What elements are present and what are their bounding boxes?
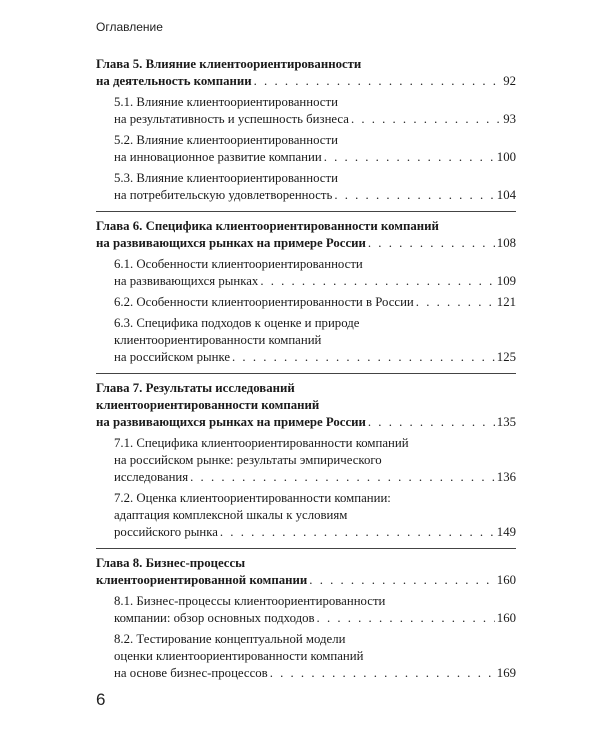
section-title-line: 6.1. Особенности клиентоориентированности <box>114 257 363 271</box>
section-title-line: клиентоориентированности компаний <box>114 333 322 347</box>
chapter-block <box>96 548 516 682</box>
section-title-line: 5.3. Влияние клиентоориентированности <box>114 171 338 185</box>
section-title-text: 6.2. Особенности клиентоориентированности в России <box>114 295 414 309</box>
section-title-page-number: 104 <box>496 188 516 202</box>
section-title-line: адаптация комплексной шкалы к условиям <box>114 508 348 522</box>
dot-leader <box>416 294 495 311</box>
section-entry[interactable] <box>96 94 516 128</box>
section-title-page-number: 169 <box>496 666 516 680</box>
chapter-title-line <box>96 73 516 90</box>
section-title-page-number: 136 <box>496 470 516 484</box>
chapter-heading[interactable] <box>96 218 516 252</box>
dot-leader <box>334 187 494 204</box>
section-title-text: исследования <box>114 470 189 484</box>
chapter-title-text: на развивающихся рынках на примере России <box>96 415 366 429</box>
section-title-line: 5.1. Влияние клиентоориентированности <box>114 95 338 109</box>
section-title-page-number: 109 <box>496 274 516 288</box>
section-title-page-number: 121 <box>496 295 516 309</box>
section-title-page-number: 149 <box>496 525 516 539</box>
section-title-line: 7.1. Специфика клиентоориентированности компаний <box>114 436 409 450</box>
section-title-line <box>114 273 516 290</box>
chapter-block <box>96 56 516 204</box>
dot-leader <box>351 111 501 128</box>
chapter-title-line: Глава 5. Влияние клиентоориентированности <box>96 57 362 71</box>
chapter-block <box>96 373 516 541</box>
chapter-title-page-number: 108 <box>496 236 516 250</box>
section-title-text: на потребительскую удовлетворенность <box>114 188 333 202</box>
section-title-line <box>114 349 516 366</box>
chapter-title-line <box>96 414 516 431</box>
section-title-page-number: 125 <box>496 350 516 364</box>
chapter-title-line: Глава 8. Бизнес-процессы <box>96 556 246 570</box>
chapter-title-page-number: 92 <box>503 74 516 88</box>
dot-leader <box>254 73 502 90</box>
section-title-line: 8.1. Бизнес-процессы клиентоориентированности <box>114 594 386 608</box>
dot-leader <box>368 414 495 431</box>
section-title-page-number: 160 <box>496 611 516 625</box>
dot-leader <box>190 469 495 486</box>
section-title-page-number: 93 <box>503 112 516 126</box>
chapter-title-line: Глава 7. Результаты исследований <box>96 381 295 395</box>
chapter-title-line: клиентоориентированности компаний <box>96 398 320 412</box>
dot-leader <box>232 349 495 366</box>
dot-leader <box>270 665 495 682</box>
dot-leader <box>220 524 495 541</box>
table-of-contents <box>96 56 516 689</box>
page-number: 6 <box>96 690 106 709</box>
section-entry[interactable] <box>96 435 516 486</box>
section-title-page-number: 100 <box>496 150 516 164</box>
section-title-line <box>114 665 516 682</box>
section-title-line <box>114 187 516 204</box>
section-entry[interactable] <box>96 132 516 166</box>
chapter-heading[interactable] <box>96 56 516 90</box>
section-title-line <box>114 469 516 486</box>
section-title-line: 5.2. Влияние клиентоориентированности <box>114 133 338 147</box>
section-title-line: на российском рынке: результаты эмпирического <box>114 453 382 467</box>
chapter-heading[interactable] <box>96 380 516 431</box>
section-title-line: оценки клиентоориентированности компаний <box>114 649 364 663</box>
chapter-title-text: на развивающихся рынках на примере России <box>96 236 366 250</box>
section-title-line: 7.2. Оценка клиентоориентированности компании: <box>114 491 391 505</box>
section-title-text: компании: обзор основных подходов <box>114 611 315 625</box>
chapter-title-line: Глава 6. Специфика клиентоориентированности компаний <box>96 219 439 233</box>
section-title-text: на развивающихся рынках <box>114 274 259 288</box>
chapter-title-page-number: 135 <box>496 415 516 429</box>
section-title-line <box>114 524 516 541</box>
section-entry[interactable] <box>96 631 516 682</box>
section-entry[interactable] <box>96 256 516 290</box>
chapter-title-page-number: 160 <box>496 573 516 587</box>
section-title-line <box>114 610 516 627</box>
chapter-title-text: клиентоориентированной компании <box>96 573 308 587</box>
section-title-line <box>114 111 516 128</box>
running-head: Оглавление <box>96 20 163 34</box>
chapter-title-line <box>96 235 516 252</box>
section-entry[interactable] <box>96 294 516 311</box>
dot-leader <box>260 273 494 290</box>
section-title-line: 8.2. Тестирование концептуальной модели <box>114 632 346 646</box>
section-entry[interactable] <box>96 490 516 541</box>
dot-leader <box>309 572 495 589</box>
section-title-line <box>114 294 516 311</box>
dot-leader <box>368 235 495 252</box>
section-title-text: на российском рынке <box>114 350 231 364</box>
section-entry[interactable] <box>96 593 516 627</box>
dot-leader <box>324 149 495 166</box>
section-title-line: 6.3. Специфика подходов к оценке и природе <box>114 316 360 330</box>
chapter-title-line <box>96 572 516 589</box>
section-title-text: на результативность и успешность бизнеса <box>114 112 349 126</box>
section-title-text: на инновационное развитие компании <box>114 150 322 164</box>
section-title-text: на основе бизнес-процессов <box>114 666 268 680</box>
chapter-title-text: на деятельность компании <box>96 74 252 88</box>
section-entry[interactable] <box>96 170 516 204</box>
dot-leader <box>317 610 495 627</box>
section-entry[interactable] <box>96 315 516 366</box>
section-title-line <box>114 149 516 166</box>
chapter-block <box>96 211 516 366</box>
section-title-text: российского рынка <box>114 525 218 539</box>
chapter-heading[interactable] <box>96 555 516 589</box>
